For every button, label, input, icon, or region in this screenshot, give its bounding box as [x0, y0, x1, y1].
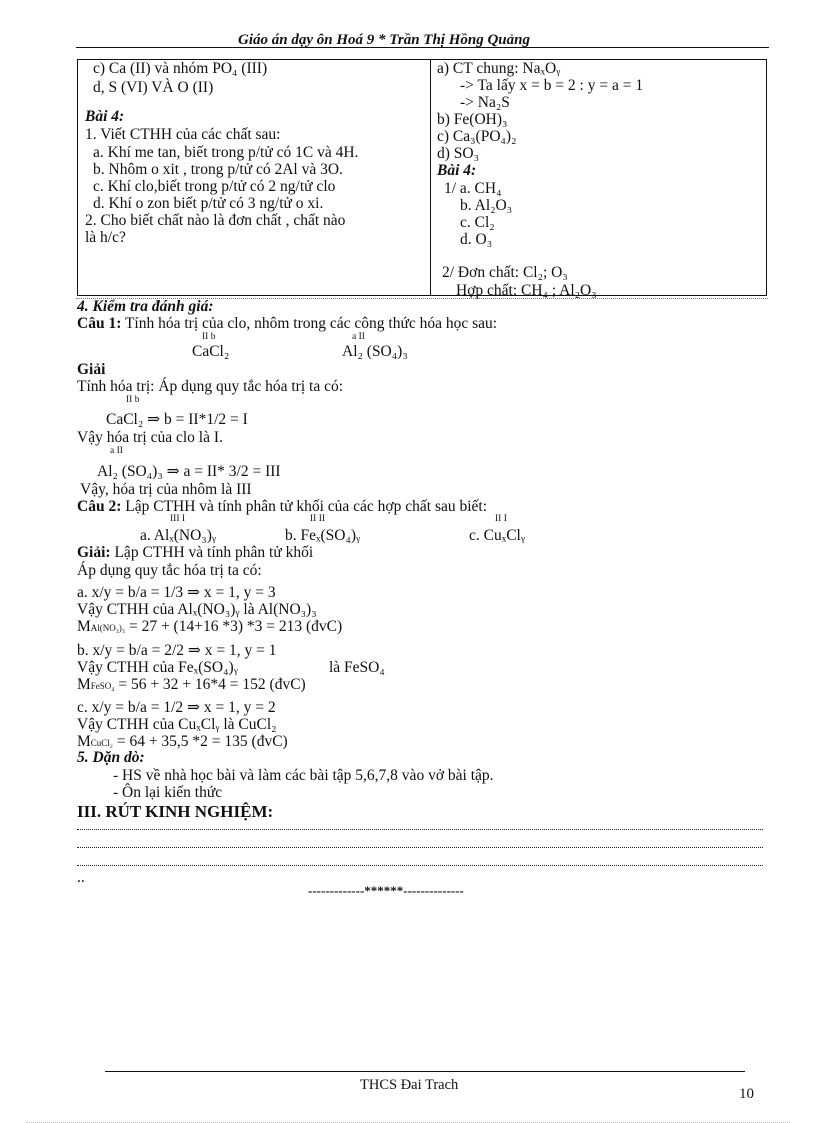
- table-left-line: d, S (VI) VÀ O (II): [93, 79, 214, 96]
- question-text: Tính hóa trị của clo, nhôm trong các công thức hóa học sau:: [124, 315, 498, 332]
- valence-marks: a II: [352, 332, 365, 342]
- table-left-heading: Bài 4:: [85, 108, 125, 125]
- page-number: 10: [739, 1086, 754, 1102]
- instruction-line: - HS về nhà học bài và làm các bài tập 5,6,7,8 vào vở bài tập.: [113, 767, 494, 784]
- dotted-continuation: ..: [77, 869, 85, 886]
- table-right-line: c) Ca₃(PO₄)₂: [437, 128, 517, 145]
- instruction-line: - Ôn lại kiến thức: [113, 784, 223, 801]
- solution-line: = 27 + (14+16 *3) *3 = 213 (đvC): [128, 618, 343, 635]
- molar-mass-subscript: FeSO₄: [90, 681, 115, 691]
- formula: c. CuₓClᵧ: [469, 527, 525, 544]
- molar-mass-subscript: Al(NO₃)₃: [90, 623, 126, 633]
- solution-line: b. x/y = b/a = 2/2 ⇒ x = 1, y = 1: [77, 642, 277, 659]
- table-right-line: a) CT chung: NaₓOᵧ: [437, 60, 561, 77]
- question-label: Câu 1:: [77, 315, 122, 332]
- valence-marks: a II: [110, 446, 123, 456]
- solution-line: c. x/y = b/a = 1/2 ⇒ x = 1, y = 2: [77, 699, 276, 716]
- solution-line: CaCl₂ ⇒ b = II*1/2 = I: [106, 411, 248, 428]
- valence-marks: III I: [170, 514, 186, 524]
- solution-heading: Giải: [77, 361, 106, 378]
- table-divider: [430, 60, 431, 295]
- valence-marks: II I: [495, 514, 507, 524]
- table-right-line: c. Cl₂: [460, 214, 495, 231]
- table-right-heading: Bài 4:: [437, 162, 477, 179]
- molar-mass-symbol: M: [77, 676, 91, 693]
- solution-line: = 56 + 32 + 16*4 = 152 (đvC): [118, 676, 306, 693]
- section-heading: 5. Dặn dò:: [77, 749, 145, 766]
- solution-line: Vậy, hóa trị của nhôm là III: [80, 481, 252, 498]
- table-left-line: 1. Viết CTHH của các chất sau:: [85, 126, 281, 143]
- footer-rule: [105, 1071, 745, 1072]
- table-right-line: -> Ta lấy x = b = 2 : y = a = 1: [460, 77, 644, 94]
- solution-line: Vậy CTHH của CuₓClᵧ là CuCl₂: [77, 716, 277, 733]
- question-text: Lập CTHH và tính phân tử khối của các hợp chất sau biết:: [125, 498, 488, 515]
- molar-mass-subscript: CuCl₂: [90, 738, 113, 748]
- formula: CaCl₂: [192, 343, 230, 360]
- table-left-line: 2. Cho biết chất nào là đơn chất , chất nào: [85, 212, 346, 229]
- solution-line: Vậy CTHH của Feₓ(SO₄)ᵧ: [77, 659, 238, 676]
- table-right-line: d) SO₃: [437, 145, 480, 162]
- table-left-line: c. Khí clo,biết trong p/tử có 2 ng/tử clo: [93, 178, 336, 195]
- dotted-line: [77, 847, 763, 848]
- solution-line: là FeSO₄: [329, 659, 385, 676]
- dotted-line: [77, 829, 763, 830]
- table-right-line: b. Al₂O₃: [460, 197, 513, 214]
- footer-school: THCS Đai Trach: [360, 1077, 459, 1093]
- table-left-line: d. Khí o zon biết p/tử có 3 ng/tử o xi.: [93, 195, 324, 212]
- solution-line: a. x/y = b/a = 1/3 ⇒ x = 1, y = 3: [77, 584, 276, 601]
- valence-marks: II b: [202, 332, 216, 342]
- table-left-line: là h/c?: [85, 229, 126, 246]
- header-rule: [76, 47, 769, 48]
- table-right-line: b) Fe(OH)₃: [437, 111, 508, 128]
- table-right-line: 1/ a. CH₄: [444, 180, 502, 197]
- formula: a. Alₓ(NO₃)ᵧ: [140, 527, 216, 544]
- page-header-title: Giáo án dạy ôn Hoá 9 * Trần Thị Hồng Quảng: [238, 32, 530, 48]
- table-right-line: -> Na₂S: [460, 94, 510, 111]
- solution-line: Tính hóa trị: Áp dụng quy tắc hóa trị ta có:: [77, 378, 344, 395]
- solution-line: Lập CTHH và tính phân tử khối: [114, 544, 314, 561]
- question-label: Câu 2:: [77, 498, 122, 515]
- formula: Al₂ (SO₄)₃: [342, 343, 408, 360]
- solution-heading: Giải:: [77, 544, 111, 561]
- formula: b. Feₓ(SO₄)ᵧ: [285, 527, 361, 544]
- table-left-line: c) Ca (II) và nhóm PO₄ (III): [93, 60, 268, 77]
- solution-line: Vậy hóa trị của clo là I.: [77, 429, 223, 446]
- molar-mass-symbol: M: [77, 733, 91, 750]
- table-right-line: 2/ Đơn chất: Cl₂; O₃: [442, 264, 568, 281]
- solution-line: Áp dụng quy tắc hóa trị ta có:: [77, 562, 262, 579]
- dotted-line: [77, 865, 763, 866]
- table-right-line: d. O₃: [460, 231, 493, 248]
- separator: -------------******--------------: [308, 883, 464, 898]
- valence-marks: II b: [126, 395, 140, 405]
- table-right-line: Hợp chất: CH₄ ; Al₂O₃: [456, 282, 597, 299]
- valence-marks: II II: [310, 514, 326, 524]
- solution-line: Vậy CTHH của Alₓ(NO₃)ᵧ là Al(NO₃)₃: [77, 601, 317, 618]
- solution-line: Al₂ (SO₄)₃ ⇒ a = II* 3/2 = III: [97, 463, 281, 480]
- solution-line: = 64 + 35,5 *2 = 135 (đvC): [116, 733, 288, 750]
- section-heading: 4. Kiểm tra đánh giá:: [77, 298, 214, 315]
- table-left-line: b. Nhôm o xit , trong p/tử có 2Al và 3O.: [93, 161, 343, 178]
- section-heading: III. RÚT KINH NGHIỆM:: [77, 802, 274, 821]
- table-left-line: a. Khí me tan, biết trong p/tử có 1C và 4H.: [93, 144, 359, 161]
- molar-mass-symbol: M: [77, 618, 91, 635]
